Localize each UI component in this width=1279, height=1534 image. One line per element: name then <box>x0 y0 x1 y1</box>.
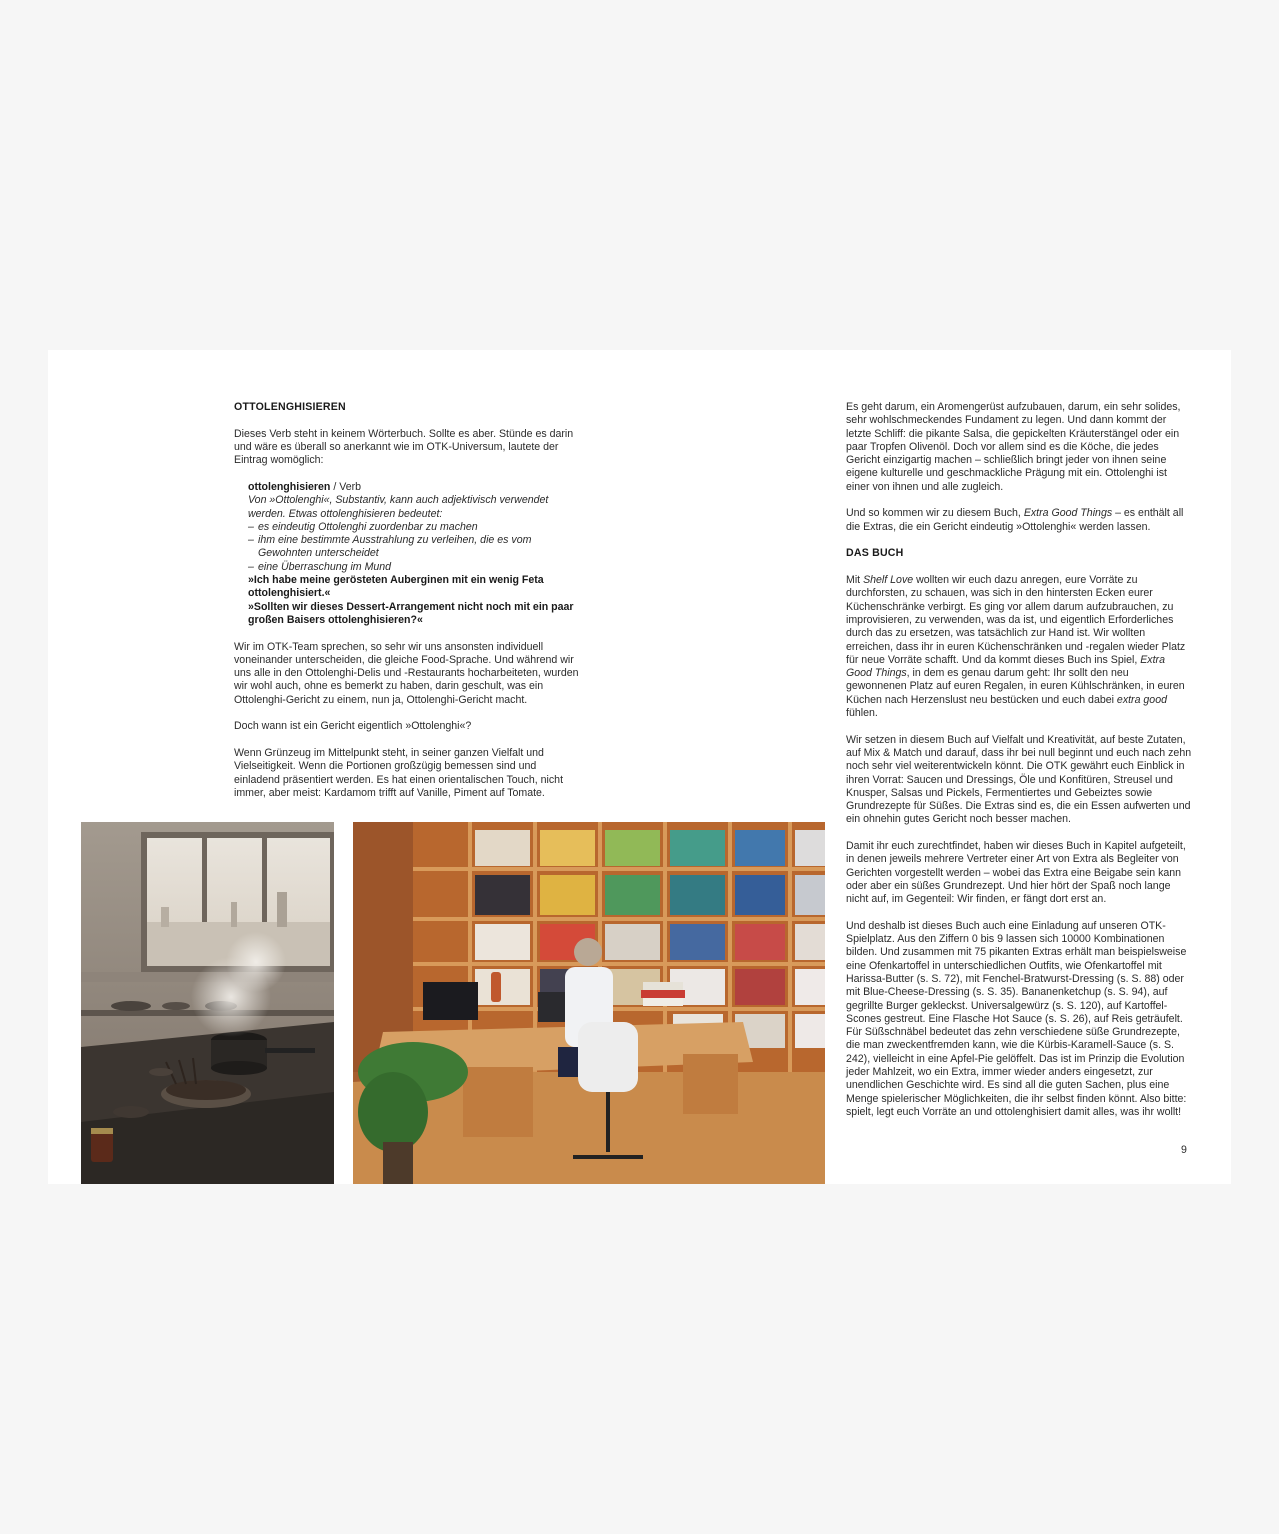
kitchen-photo-illustration <box>81 822 334 1184</box>
extra-good-things-paragraph: Und so kommen wir zu diesem Buch, Extra Good Things – es enthält all die Extras, die ein Gericht eindeutig »Ottolenghi« werden lassen. <box>846 507 1184 533</box>
entry-example-2: »Sollten wir dieses Dessert-Arrangement nicht noch mit ein paar großen Baisers ottolenghisieren?« <box>248 600 574 626</box>
otk-team-paragraph: Wir im OTK-Team sprechen, so sehr wir uns ansonsten individuell voneinander unterscheiden, die gleiche Food-Sprache. Und während wir uns alle in den Ottolenghi-Delis und -Restaurants hocharbeiteten, wurden wir wohl auch, ohne es bemerkt zu haben, darin geschult, was ein Ottolenghi-Gericht zu einem, nun ja, Ottolenghi-Gericht macht. <box>234 640 579 706</box>
entry-description: Von »Ottolenghi«, Substantiv, kann auch adjektivisch verwendet werden. Etwas ottolenghisieren bedeutet: <box>248 494 549 520</box>
spielplatz-paragraph: Und deshalb ist dieses Buch auch eine Einladung auf unseren OTK-Spielplatz. Aus den Ziffern 0 bis 9 lassen sich 10000 Kombinationen bilden. Und zusammen mit 75 pikanten Extras erhält man beispielsweise eine Ofenkartoffel in unterschiedlichen Outfits, wie Ofenkartoffel mit Harissa-Butter (s. S. 72), mit Fenchel-Bratwurst-Dressing (s. S. 88) oder mit Blue-Cheese-Dressing (s. S. 35). Bananenketchup (s. S. 94), auf gegrillte Burger gekleckst. Universalgewürz (s. S. 120), auf Kartoffel-Scones gestreut. Eine Flasche Hot Sauce (s. S. 26), auf Reis geträufelt. Für Süßschnäbel bedeutet das zehn verschiedene süße Grundrezepte, die man zweckentfremden kann, wie die Kürbis-Karamell-Sauce (s. S. 242), vielleicht in eine Apfel-Pie gelöffelt. Das ist im Prinzip die Evolution jeder Mahlzeit, wo ein Extra, immer wieder anders eingesetzt, zur unendlichen Geschichte wird. Es sind all die guten Sachen, plus eine Menge spielerischer Möglichkeiten, die ihr selbst finden könnt. Also bitte: spielt, legt euch Vorräte an und ottolenghisiert damit alles, was ihr wollt! <box>846 919 1187 1118</box>
entry-definition-1: – es eindeutig Ottolenghi zuordenbar zu machen <box>248 520 478 533</box>
dictionary-entry <box>248 481 579 627</box>
section-heading-das-buch: DAS BUCH <box>846 547 904 560</box>
shelf-love-paragraph: Mit Shelf Love wollten wir euch dazu anregen, eure Vorräte zu durchforsten, zu schauen, was sich in den hintersten Ecken eurer Küchenschränke verbirgt. Es ging vor allem darum aufzubrauchen, zu improvisieren, zu verwenden, was da ist, und eigentlich Erforderliches durch das zu ersetzen, was tatsächlich zur Hand ist. Wir wollten erreichen, dass ihr in euren Küchenschränken und -regalen wieder Platz für neue Vorräte schafft. Und da kommt dieses Buch ins Spiel, Extra Good Things, in dem es genau darum geht: Ihr sollt den neu gewonnenen Platz auf euren Regalen, in euren Kühlschränken, in euren Küchen nach Herzenslust neu bestücken und euch dabei extra good fühlen. <box>846 574 1186 720</box>
intro-paragraph: Dieses Verb steht in keinem Wörterbuch. Sollte es aber. Stünde es darin und wäre es überall so anerkannt wie im OTK-Universum, lautete der Eintrag womöglich: <box>234 427 574 467</box>
entry-example-1: »Ich habe meine gerösteten Auberginen mit ein wenig Feta ottolenghisiert.« <box>248 574 544 600</box>
book-spread <box>48 350 1231 1184</box>
entry-definition-3: – eine Überraschung im Mund <box>248 560 392 573</box>
left-text-column <box>234 401 579 813</box>
entry-headword: ottolenghisieren <box>248 480 331 493</box>
entry-definition-2-continued: Gewohnten unterscheidet <box>258 547 379 560</box>
vielfalt-paragraph: Wir setzen in diesem Buch auf Vielfalt und Kreativität, auf beste Zutaten, auf Mix & Match und darauf, dass ihr bei null beginnt und euch nach zehn noch sehr viel weiterentwickeln könnt. Die OTK gewährt euch Einblick in ihren Vorrat: Saucen und Dressings, Öle und Konfitüren, Streusel und Knusper, Salsas und Pickels, Fermentiertes und Gebeiztes sowie Grundrezepte für Süßes. Die Extras sind es, die ein Essen aufwerten und ein ohnehin gutes Gericht noch besser machen. <box>846 733 1192 826</box>
gruenzeug-paragraph: Wenn Grünzeug im Mittelpunkt steht, in seiner ganzen Vielfalt und Vielseitigkeit. Wenn die Portionen großzügig bemessen sind und einladend präsentiert werden. Es hat einen orientalischen Touch, nicht immer, aber meist: Kardamom trifft auf Vanille, Piment auf Tomate. <box>234 746 564 799</box>
question-paragraph: Doch wann ist ein Gericht eigentlich »Ottolenghi«? <box>234 720 472 733</box>
emphasis-extra-good: extra good <box>1116 693 1167 706</box>
section-heading-ottolenghisieren: OTTOLENGHISIEREN <box>234 401 346 413</box>
library-photo-illustration <box>353 822 825 1184</box>
right-text-column <box>846 401 1192 1133</box>
aromengeruest-paragraph: Es geht darum, ein Aromengerüst aufzubauen, darum, ein sehr solides, sehr wohlschmeckendes Fundament zu legen. Und dann kommt der letzte Schliff: die pikante Salsa, die gepickelten Kräuterstängel oder ein paar Tropfen Olivenöl. Doch vor allem sind es die Köche, die jedes Gericht einzigartig machen – schließlich bringt jeder von ihnen seine eigene kulturelle und geschmackliche Prägung mit ein. Ottolenghi ist einer von ihnen und alle zugleich. <box>846 401 1181 493</box>
book-title-extra-good-things: Extra Good Things <box>1023 507 1113 520</box>
library-office-photo <box>353 822 825 1184</box>
page-number: 9 <box>1181 1144 1187 1156</box>
kapitel-paragraph: Damit ihr euch zurechtfindet, haben wir dieses Buch in Kapitel aufgeteilt, in denen jeweils mehrere Vertreter einer Art von Extra als Begleiter von Gerichten vorgestellt werden – wobei das Extra eine Beigabe sein kann oder aber ein süßes Grundrezept. Und hier hört der Spaß noch lange nicht auf, im Gegenteil: Wir finden, er fängt dort erst an. <box>846 840 1186 906</box>
entry-word-class: / Verb <box>330 480 362 493</box>
kitchen-photo <box>81 822 334 1184</box>
book-title-extra-good-things-2: Extra Good Things <box>846 653 1165 680</box>
entry-headword-line <box>248 481 579 494</box>
book-title-shelf-love: Shelf Love <box>863 574 914 587</box>
entry-definition-2: – ihm eine bestimmte Ausstrahlung zu verleihen, die es vom <box>248 534 532 547</box>
